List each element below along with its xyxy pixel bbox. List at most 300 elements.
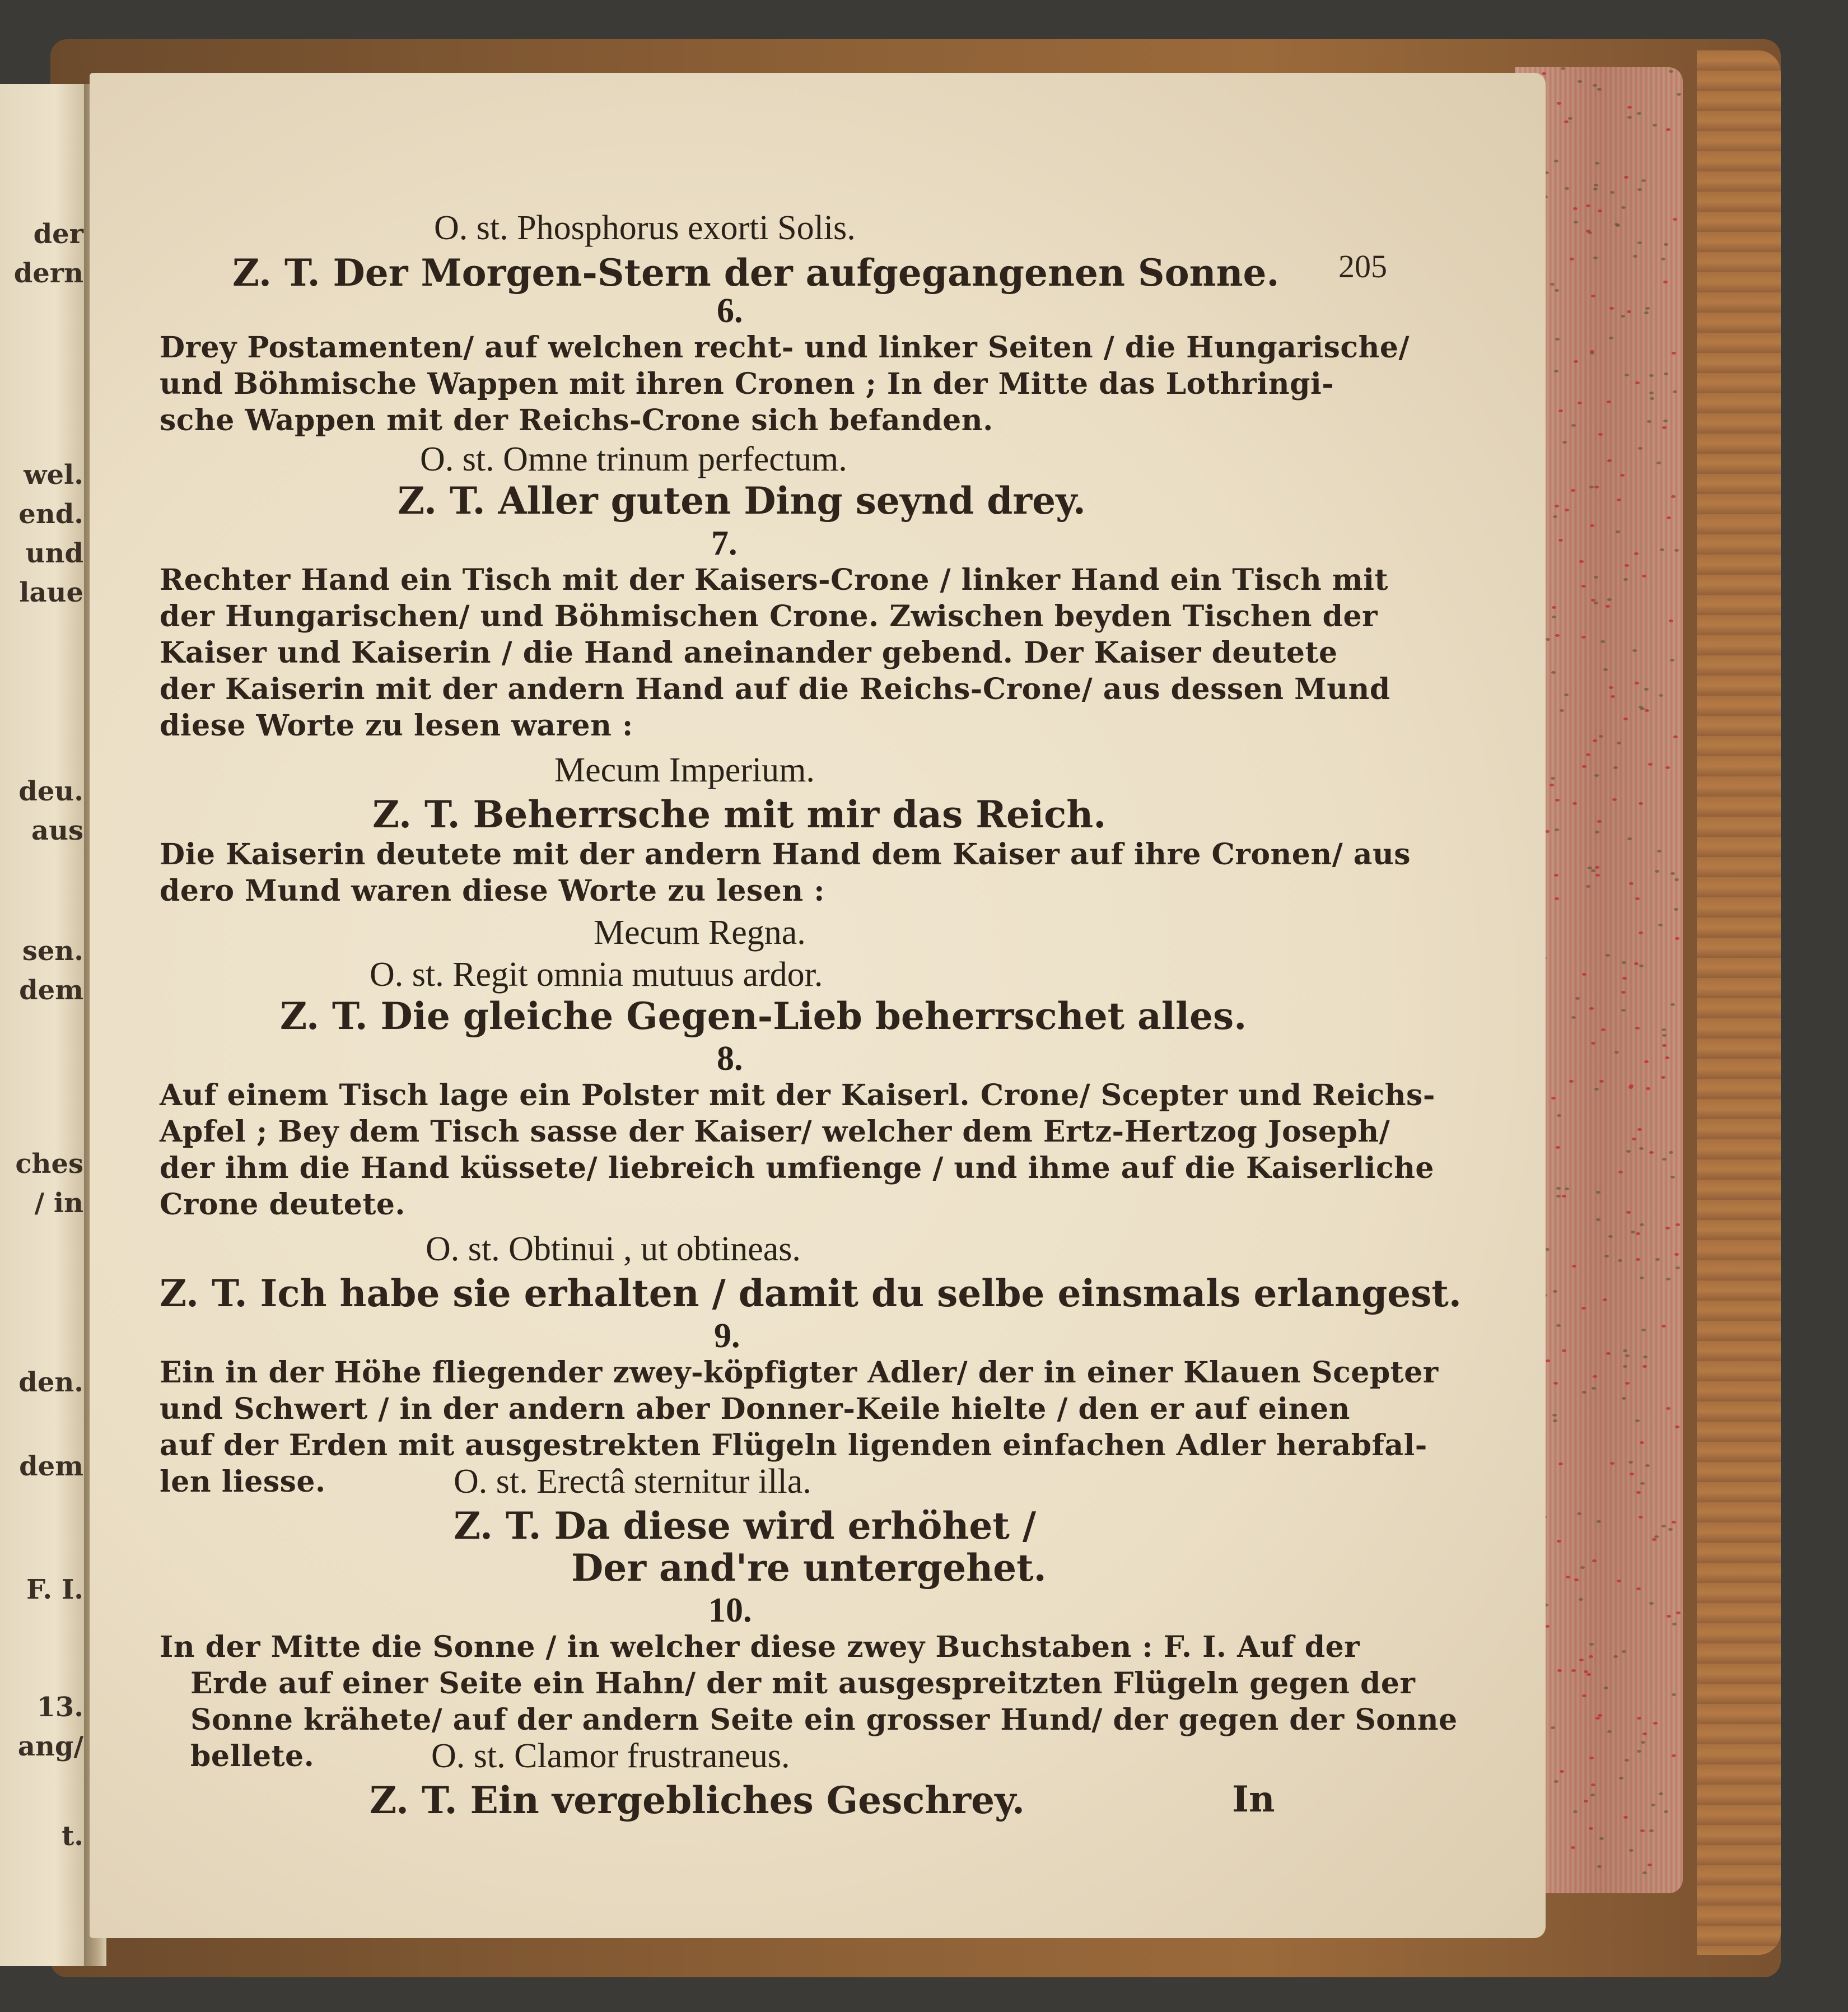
edge-speck	[1674, 878, 1679, 881]
edge-speck	[1670, 1176, 1675, 1179]
edge-speck	[1589, 1643, 1594, 1646]
edge-speck	[1579, 1598, 1583, 1601]
left-page	[0, 84, 92, 1966]
edge-speck	[1586, 753, 1590, 756]
body-line: Apfel ; Bey dem Tisch sasse der Kaiser/ welcher dem Ertz-Hertzog Joseph/	[160, 1115, 1390, 1149]
edge-speck	[1545, 830, 1550, 833]
left-page-fragment: t.	[62, 1820, 83, 1852]
edge-speck	[1581, 636, 1586, 639]
motto-german: Z. T. Aller guten Ding seynd drey.	[398, 479, 1086, 523]
motto-german: Z. T. Ein vergebliches Geschrey.	[370, 1778, 1025, 1822]
motto-german: Z. T. Die gleiche Gegen-Lieb beherrschet alles.	[280, 994, 1247, 1038]
section-number: 9.	[714, 1317, 740, 1355]
left-page-fragment: end.	[18, 499, 83, 530]
edge-speck	[1586, 204, 1590, 207]
edge-speck	[1579, 1659, 1584, 1661]
edge-speck	[1654, 1535, 1659, 1538]
edge-speck	[1660, 548, 1664, 551]
edge-speck	[1657, 850, 1662, 853]
edge-speck	[1591, 295, 1595, 297]
edge-speck	[1644, 688, 1649, 691]
left-page-fragment: wel.	[24, 459, 83, 491]
section-number: 7.	[711, 524, 738, 562]
edge-speck	[1603, 1298, 1607, 1301]
edge-speck	[1612, 798, 1617, 801]
edge-speck	[1617, 499, 1621, 501]
edge-speck	[1556, 1324, 1561, 1327]
edge-speck	[1636, 1491, 1641, 1494]
edge-speck	[1648, 1864, 1652, 1866]
edge-speck	[1639, 965, 1644, 967]
motto-latin: O. st. Erectâ sternitur illa.	[454, 1463, 811, 1501]
edge-speck	[1652, 1538, 1656, 1541]
edge-speck	[1640, 1441, 1644, 1444]
edge-speck	[1621, 1009, 1626, 1012]
edge-speck	[1584, 1800, 1588, 1803]
motto-german: Z. T. Der Morgen-Stern der aufgegangenen Sonne.	[232, 251, 1280, 295]
edge-speck	[1628, 1461, 1633, 1464]
edge-speck	[1582, 765, 1586, 768]
edge-speck	[1610, 1462, 1614, 1465]
edge-speck	[1672, 1521, 1676, 1524]
edge-speck	[1665, 1227, 1670, 1229]
edge-speck	[1591, 869, 1595, 872]
edge-speck	[1641, 1329, 1646, 1331]
book-spine-edge	[1697, 50, 1781, 1955]
edge-speck	[1635, 1419, 1640, 1422]
edge-speck	[1579, 560, 1584, 563]
edge-speck	[1655, 1258, 1660, 1261]
edge-speck	[1622, 977, 1627, 980]
edge-speck	[1676, 1223, 1680, 1226]
edge-speck	[1664, 372, 1668, 375]
edge-speck	[1589, 1827, 1593, 1830]
edge-speck	[1582, 973, 1586, 976]
edge-speck	[1674, 1253, 1679, 1256]
edge-speck	[1637, 1717, 1641, 1720]
body-line: der Hungarischen/ und Böhmischen Crone. Zwischen beyden Tischen der	[160, 599, 1378, 634]
body-line: Erde auf einer Seite ein Hahn/ der mit ausgespreitzten Flügeln gegen der	[190, 1666, 1416, 1701]
edge-speck	[1596, 1218, 1600, 1221]
motto-german: Z. T. Da diese wird erhöhet /	[454, 1504, 1036, 1548]
edge-speck	[1599, 1837, 1604, 1840]
edge-speck	[1665, 1056, 1669, 1059]
edge-speck	[1578, 402, 1582, 404]
edge-speck	[1622, 1397, 1626, 1400]
edge-speck	[1675, 1426, 1679, 1428]
body-line: diese Worte zu lesen waren :	[160, 709, 633, 743]
edge-speck	[1635, 1027, 1640, 1030]
edge-speck	[1565, 509, 1569, 511]
edge-speck	[1593, 739, 1597, 742]
body-line: der Kaiserin mit der andern Hand auf die Reichs-Crone/ aus dessen Mund	[160, 672, 1390, 706]
edge-speck	[1590, 524, 1594, 527]
left-page-fragment: laue	[19, 577, 83, 608]
left-page-fragment: der	[33, 218, 83, 250]
left-page-fragment: F. I.	[26, 1574, 83, 1605]
edge-speck	[1645, 1464, 1650, 1467]
edge-speck	[1555, 634, 1560, 637]
edge-speck	[1584, 1670, 1588, 1673]
edge-speck	[1621, 991, 1626, 994]
edge-speck	[1637, 112, 1641, 115]
edge-speck	[1598, 1714, 1602, 1717]
edge-speck	[1565, 187, 1569, 190]
edge-speck	[1569, 1080, 1574, 1083]
edge-speck	[1663, 420, 1668, 422]
edge-speck	[1673, 218, 1677, 221]
edge-speck	[1608, 1235, 1613, 1238]
edge-speck	[1614, 223, 1619, 226]
edge-speck	[1588, 867, 1592, 869]
edge-speck	[1604, 1255, 1609, 1258]
edge-speck	[1599, 1080, 1604, 1083]
edge-speck	[1672, 1693, 1676, 1696]
edge-speck	[1650, 397, 1654, 400]
edge-speck	[1594, 1088, 1599, 1091]
edge-speck	[1575, 997, 1580, 1000]
edge-speck	[1624, 176, 1628, 179]
edge-speck	[1594, 486, 1599, 488]
edge-speck	[1564, 693, 1569, 696]
edge-speck	[1647, 420, 1651, 423]
edge-speck	[1664, 243, 1668, 246]
body-line: bellete.	[190, 1739, 315, 1773]
edge-speck	[1619, 1777, 1623, 1780]
edge-speck	[1674, 549, 1679, 552]
edge-speck	[1555, 289, 1559, 292]
edge-speck	[1645, 307, 1650, 310]
edge-speck	[1623, 1349, 1627, 1352]
edge-speck	[1586, 885, 1590, 888]
edge-speck	[1626, 1211, 1631, 1214]
edge-speck	[1618, 1259, 1622, 1262]
edge-speck	[1625, 1354, 1630, 1357]
edge-speck	[1542, 72, 1546, 75]
edge-speck	[1553, 515, 1557, 518]
edge-speck	[1603, 668, 1608, 671]
edge-speck	[1562, 1195, 1566, 1198]
motto-latin: O. st. Clamor frustraneus.	[431, 1737, 790, 1775]
edge-speck	[1669, 620, 1673, 622]
edge-speck	[1557, 1114, 1561, 1117]
edge-speck	[1632, 649, 1637, 652]
edge-speck	[1622, 1650, 1626, 1653]
edge-speck	[1552, 616, 1556, 618]
motto-latin: O. st. Regit omnia mutuus ardor.	[370, 956, 823, 994]
edge-speck	[1667, 516, 1671, 519]
left-page-fragment: 13.	[36, 1692, 83, 1723]
edge-speck	[1557, 102, 1561, 105]
edge-speck	[1636, 1232, 1640, 1235]
edge-speck	[1552, 1414, 1557, 1417]
edge-speck	[1592, 1387, 1596, 1390]
edge-speck	[1666, 1278, 1670, 1280]
catchword: In	[1232, 1778, 1275, 1820]
edge-speck	[1616, 530, 1620, 533]
edge-speck	[1662, 1158, 1667, 1161]
edge-speck	[1651, 1804, 1655, 1806]
edge-speck	[1607, 1730, 1612, 1733]
edge-speck	[1639, 802, 1643, 805]
edge-speck	[1600, 640, 1605, 643]
edge-speck	[1578, 80, 1582, 83]
edge-speck	[1635, 381, 1640, 384]
edge-speck	[1635, 897, 1640, 900]
edge-speck	[1625, 564, 1629, 567]
edge-speck	[1606, 605, 1610, 608]
edge-speck	[1552, 606, 1556, 609]
edge-speck	[1595, 831, 1599, 833]
edge-speck	[1642, 1365, 1647, 1368]
body-line: dero Mund waren diese Worte zu lesen :	[160, 874, 825, 908]
edge-speck	[1637, 1750, 1641, 1753]
edge-speck	[1662, 1325, 1666, 1328]
edge-speck	[1554, 370, 1558, 372]
section-number: 6.	[717, 292, 743, 330]
edge-speck	[1574, 360, 1578, 363]
motto-latin: O. st. Phosphorus exorti Solis.	[434, 209, 856, 247]
edge-speck	[1666, 128, 1670, 131]
edge-speck	[1627, 106, 1632, 109]
edge-speck	[1606, 954, 1610, 957]
edge-speck	[1571, 489, 1575, 492]
edge-speck	[1609, 686, 1613, 689]
edge-speck	[1676, 1612, 1681, 1614]
edge-speck	[1639, 932, 1643, 934]
body-line: len liesse.	[160, 1465, 326, 1499]
edge-speck	[1582, 1391, 1586, 1394]
edge-speck	[1617, 742, 1621, 744]
edge-speck	[1586, 1673, 1591, 1676]
edge-speck	[1595, 162, 1599, 165]
edge-speck	[1622, 961, 1626, 964]
edge-speck	[1571, 1846, 1575, 1849]
edge-speck	[1635, 682, 1639, 684]
edge-speck	[1550, 283, 1555, 286]
edge-speck	[1590, 1794, 1595, 1796]
motto-german: Z. T. Beherrsche mit mir das Reich.	[372, 793, 1107, 836]
edge-speck	[1598, 209, 1602, 212]
edge-speck	[1638, 447, 1642, 450]
edge-speck	[1670, 659, 1674, 662]
edge-speck	[1675, 937, 1679, 940]
edge-speck	[1627, 837, 1632, 840]
edge-speck	[1556, 1195, 1561, 1198]
edge-speck	[1551, 1726, 1555, 1729]
edge-speck	[1673, 390, 1677, 393]
edge-speck	[1574, 221, 1578, 223]
edge-speck	[1642, 1732, 1647, 1735]
edge-speck	[1649, 1829, 1654, 1832]
edge-speck	[1642, 1871, 1647, 1874]
edge-speck	[1634, 962, 1639, 965]
edge-speck	[1593, 1375, 1597, 1378]
body-line: Sonne krähete/ auf der andern Seite ein grosser Hund/ der gegen der Sonne	[190, 1703, 1458, 1737]
body-line: Drey Postamenten/ auf welchen recht- und linker Seiten / die Hungarische/	[160, 330, 1410, 365]
edge-speck	[1556, 1146, 1560, 1149]
edge-speck	[1551, 671, 1556, 674]
edge-speck	[1669, 1151, 1673, 1154]
left-page-fragment: dem	[19, 1451, 83, 1482]
edge-speck	[1562, 441, 1567, 444]
edge-speck	[1546, 1359, 1550, 1362]
edge-speck	[1594, 184, 1598, 187]
edge-speck	[1577, 1512, 1581, 1515]
edge-speck	[1550, 784, 1554, 786]
edge-speck	[1659, 1792, 1663, 1795]
edge-speck	[1556, 1187, 1561, 1190]
edge-speck	[1662, 1525, 1666, 1527]
edge-speck	[1607, 400, 1611, 403]
body-line: Auf einem Tisch lage ein Polster mit der Kaiserl. Crone/ Scepter und Reichs-	[160, 1078, 1435, 1112]
edge-speck	[1573, 1810, 1578, 1813]
edge-speck	[1670, 872, 1675, 875]
edge-speck	[1641, 179, 1646, 182]
left-page-fragment: dem	[19, 975, 83, 1006]
edge-speck	[1580, 1566, 1585, 1569]
edge-speck	[1666, 1407, 1670, 1410]
edge-speck	[1581, 585, 1586, 588]
edge-speck	[1630, 1473, 1634, 1475]
edge-speck	[1644, 311, 1649, 314]
left-page-fragment: den.	[18, 1367, 83, 1398]
edge-speck	[1662, 426, 1667, 429]
body-line: Rechter Hand ein Tisch mit der Kaisers-Crone / linker Hand ein Tisch mit	[160, 563, 1389, 597]
body-line: sche Wappen mit der Reichs-Crone sich befanden.	[160, 403, 993, 437]
edge-speck	[1626, 1150, 1631, 1153]
edge-speck	[1609, 337, 1613, 339]
edge-speck	[1591, 1042, 1595, 1045]
edge-speck	[1659, 694, 1663, 697]
edge-speck	[1572, 1265, 1576, 1268]
edge-speck	[1649, 1151, 1654, 1154]
edge-speck	[1656, 462, 1661, 464]
body-line: Crone deutete.	[160, 1187, 406, 1222]
edge-speck	[1671, 495, 1676, 498]
edge-speck	[1637, 241, 1642, 244]
left-page-fragment: ang/	[17, 1731, 83, 1762]
edge-speck	[1677, 93, 1681, 96]
edge-speck	[1572, 802, 1577, 805]
edge-speck	[1625, 1382, 1630, 1385]
edge-speck	[1623, 578, 1628, 581]
edge-speck	[1631, 1231, 1635, 1233]
edge-speck	[1597, 88, 1602, 91]
edge-speck	[1668, 1528, 1673, 1531]
edge-speck	[1553, 1382, 1558, 1385]
edge-speck	[1558, 409, 1563, 412]
edge-speck	[1673, 735, 1678, 738]
edge-speck	[1642, 575, 1646, 577]
edge-speck	[1551, 777, 1555, 780]
edge-speck	[1637, 188, 1642, 191]
edge-speck	[1592, 1559, 1597, 1562]
edge-speck	[1636, 1587, 1641, 1590]
edge-speck	[1637, 1128, 1642, 1131]
edge-speck	[1601, 1028, 1606, 1031]
motto-german: Z. T. Ich habe sie erhalten / damit du selbe einsmals erlangest.	[160, 1272, 1462, 1315]
edge-speck	[1589, 486, 1594, 488]
edge-speck	[1640, 1277, 1644, 1279]
edge-speck	[1555, 799, 1560, 802]
edge-speck	[1662, 1044, 1667, 1047]
edge-speck	[1658, 924, 1663, 926]
edge-speck	[1643, 1356, 1648, 1358]
body-line: und Schwert / in der andern aber Donner-Keile hielte / den er auf einen	[160, 1392, 1350, 1426]
edge-speck	[1595, 866, 1599, 869]
edge-speck	[1640, 1829, 1645, 1832]
motto-latin: Mecum Regna.	[594, 914, 806, 952]
edge-speck	[1653, 1722, 1658, 1725]
edge-speck	[1672, 352, 1676, 355]
edge-speck	[1639, 1147, 1644, 1150]
edge-speck	[1646, 1087, 1650, 1090]
left-page-fragment: ches	[15, 1148, 83, 1180]
edge-speck	[1625, 374, 1629, 376]
edge-speck	[1665, 766, 1670, 769]
edge-speck	[1553, 1419, 1557, 1422]
edge-speck	[1606, 1352, 1611, 1355]
edge-speck	[1633, 255, 1637, 258]
edge-speck	[1568, 117, 1572, 120]
edge-speck	[1662, 1028, 1666, 1031]
edge-speck	[1571, 424, 1576, 427]
edge-speck	[1609, 307, 1614, 310]
edge-speck	[1566, 1576, 1570, 1578]
edge-speck	[1597, 820, 1602, 823]
edge-speck	[1558, 1463, 1563, 1465]
left-page-fragment: dern	[13, 258, 83, 289]
left-page-fragment: sen.	[22, 935, 83, 967]
motto-latin: O. st. Obtinui , ut obtineas.	[426, 1230, 801, 1268]
edge-speck	[1555, 505, 1559, 507]
edge-speck	[1672, 1754, 1676, 1757]
edge-speck	[1623, 718, 1628, 720]
edge-speck	[1571, 1016, 1576, 1019]
left-page-fragment: / in	[34, 1187, 83, 1219]
edge-speck	[1555, 828, 1559, 831]
edge-speck	[1669, 70, 1673, 73]
edge-speck	[1594, 774, 1599, 777]
edge-speck	[1586, 230, 1590, 232]
page-number: 205	[1338, 248, 1387, 285]
edge-speck	[1627, 116, 1632, 119]
edge-speck	[1670, 1003, 1675, 1006]
edge-speck	[1641, 1741, 1645, 1744]
edge-speck	[1629, 882, 1634, 885]
edge-speck	[1561, 67, 1565, 70]
edge-speck	[1640, 1223, 1644, 1226]
edge-speck	[1560, 1770, 1564, 1773]
edge-speck	[1607, 459, 1612, 462]
edge-speck	[1639, 706, 1643, 709]
edge-speck	[1557, 1669, 1562, 1672]
edge-speck	[1604, 1687, 1608, 1689]
edge-speck	[1607, 598, 1612, 601]
edge-speck	[1610, 191, 1614, 194]
edge-speck	[1662, 1034, 1667, 1037]
edge-speck	[1611, 695, 1615, 698]
edge-speck	[1589, 1655, 1593, 1658]
edge-speck	[1557, 1540, 1561, 1543]
edge-speck	[1672, 1623, 1677, 1626]
edge-speck	[1582, 1694, 1586, 1697]
left-page-fragment: und	[25, 538, 83, 569]
edge-speck	[1667, 1615, 1671, 1618]
edge-speck	[1589, 1757, 1594, 1759]
edge-speck	[1589, 1007, 1594, 1010]
